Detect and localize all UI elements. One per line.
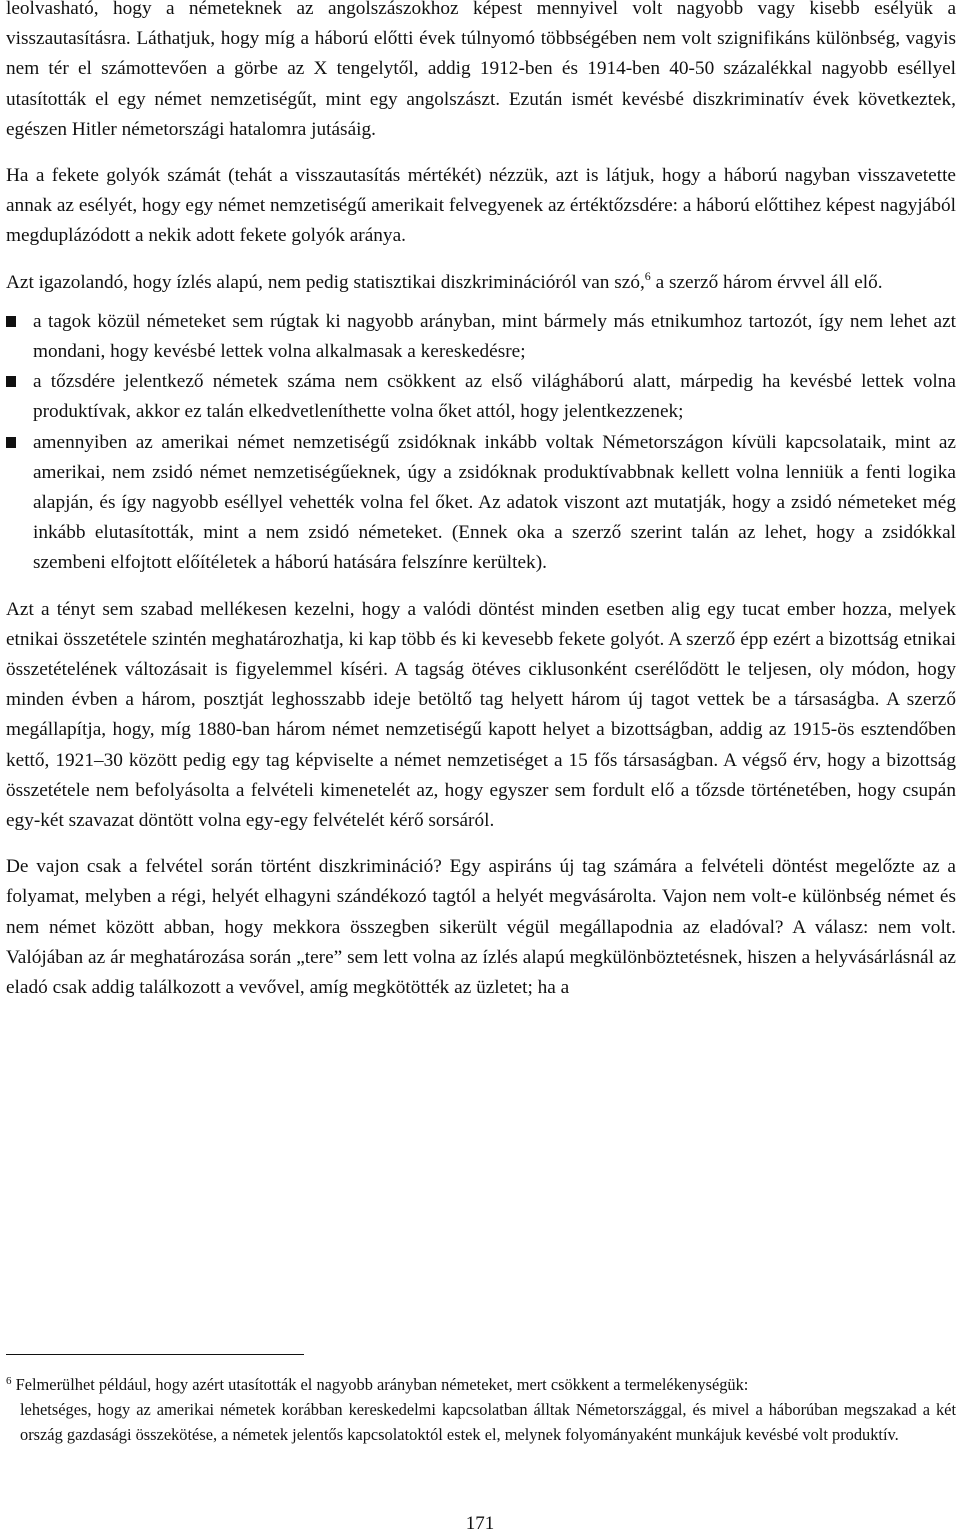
list-item — [6, 367, 956, 427]
paragraph-3-tail: a szerző három érvvel áll elő. — [650, 271, 883, 293]
paragraph-3 — [6, 268, 956, 298]
list-item-text: a tőzsdére jelentkező németek száma nem csökkent az első világháború alatt, márpedig ha kevésbé lettek volna produktívak, akkor ez talán elkedvetleníthette volna őket attól, hogy jelentkezzenek; — [33, 371, 956, 423]
footnote-text: lehetséges, hogy az amerikai németek korábban kereskedelmi kapcsolatban álltak Németországgal, és mivel a háborúban megszakad a két ország gazdasági összekötése, a németek jelentős kapcsolatoktól estek el, melynek folyományaként munkájuk kevésbé volt produktív. — [20, 1400, 956, 1445]
footnote-divider — [6, 1354, 304, 1355]
list-item-text: a tagok közül németeket sem rúgtak ki nagyobb arányban, mint bármely más etnikumhoz tartozót, így nem lehet azt mondani, hogy kevésbé lettek volna alkalmasak a kereskedésre; — [33, 310, 956, 363]
paragraph-3-text: Azt igazolandó, hogy ízlés alapú, nem pedig statisztikai diszkriminációról van szó, — [6, 271, 645, 293]
page-number: 171 — [465, 1513, 495, 1534]
square-bullet-icon — [6, 316, 16, 327]
square-bullet-icon — [6, 376, 16, 387]
footnote — [6, 1372, 956, 1448]
paragraph-5: De vajon csak a felvétel során történt diszkrimináció? Egy aspiráns új tag számára a felvételi döntést megelőzte az a folyamat, melyben a régi, helyét elhagyni szándékozó tagtól a helyét megvásárolta. Vajon nem volt-e különbség német és nem német között abban, hogy mekkora összegben sikerült végül megállapodnia az eladóval? A válasz: nem volt. Valójában az ár meghatározása során „tere” sem lett volna az ízlés alapú megkülönböztetésnek, hiszen a helyvásárlásnál az eladó csak addig találkozott a vevővel, amíg megkötötték az üzletet; ha a — [6, 856, 956, 999]
footnote-first-line: Felmerülhet például, hogy azért utasították el nagyobb arányban németeket, mert csökkent a termelékenységük: — [11, 1375, 749, 1394]
argument-list — [6, 307, 956, 579]
paragraph-2: Ha a fekete golyók számát (tehát a visszautasítás mértékét) nézzük, azt is látjuk, hogy a háború nagyban visszavetette annak az esélyét, hogy egy német nemzetiségű amerikait felvegyenek az értéktőzsdére: a háború előttihez képest nagyjából megduplázódott a nekik adott fekete golyók aránya. — [6, 165, 956, 247]
footnote-marker: 6 — [6, 1375, 12, 1387]
list-item — [6, 307, 956, 367]
list-item — [6, 428, 956, 579]
page-body — [6, 0, 956, 1003]
list-item-text: amennyiben az amerikai német nemzetiségű zsidóknak inkább voltak Németországon kívüli kapcsolataik, mint az amerikai, nem zsidó német nemzetiségűeknek, úgy a zsidóknak produktívabbnak kellett volna lenniük a fenti logika alapján, és így nagyobb eséllyel vehették volna fel őket. Az adatok viszont azt mutatják, hogy a zsidó németeket még inkább elutasították, mint a nem zsidó németeket. (Ennek oka a szerző szerint talán az lehet, hogy a zsidókkal szembeni elfojtott előítéletek a háború hatására felszínre kerültek). — [33, 431, 956, 574]
paragraph-1: leolvasható, hogy a németeknek az angolszászokhoz képest mennyivel volt nagyobb vagy kisebb esélyük a visszautasításra. Láthatjuk, hogy míg a háború előtti évek túlnyomó többségében nem volt szignifikáns különbség, vagyis nem tér el számottevően a görbe az X tengelytől, addig 1912-ben és 1914-ben 40-50 százalékkal nagyobb eséllyel utasították el egy német nemzetiségűt, mint egy angolszászt. Ezután ismét kevésbé diszkriminatív évek következtek, egészen Hitler németországi hatalomra jutásáig. — [6, 0, 956, 140]
footnote-reference[interactable]: 6 — [644, 268, 651, 283]
paragraph-4: Azt a tényt sem szabad mellékesen kezelni, hogy a valódi döntést minden esetben alig egy tucat ember hozza, melyek etnikai összetétele szintén meghatározhatja, ki kap több és ki kevesebb fekete golyót. A szerző épp ezért a bizottság etnikai összetételének változásait is figyelemmel kíséri. A tagság ötéves ciklusonként cserélődött le teljesen, oly módon, hogy minden évben a három, posztját leghosszabb ideje betöltő tag helyett három új tagot vettek be a társaságba. A szerző megállapítja, hogy, míg 1880-ban három német nemzetiségű kapott helyet a bizottságban, addig az 1915-ös esztendőben kettő, 1921–30 között pedig egy tag képviselte a német nemzetiséget a 15 fős társaságban. A végső érv, hogy a bizottság összetétele nem befolyásolta a felvételi kimenetelét az, hogy egyszer sem fordult elő a tőzsde történetében, hogy csupán egy-két szavazat döntött volna egy-egy felvételét kérő sorsáról. — [6, 598, 956, 832]
square-bullet-icon — [6, 437, 16, 448]
